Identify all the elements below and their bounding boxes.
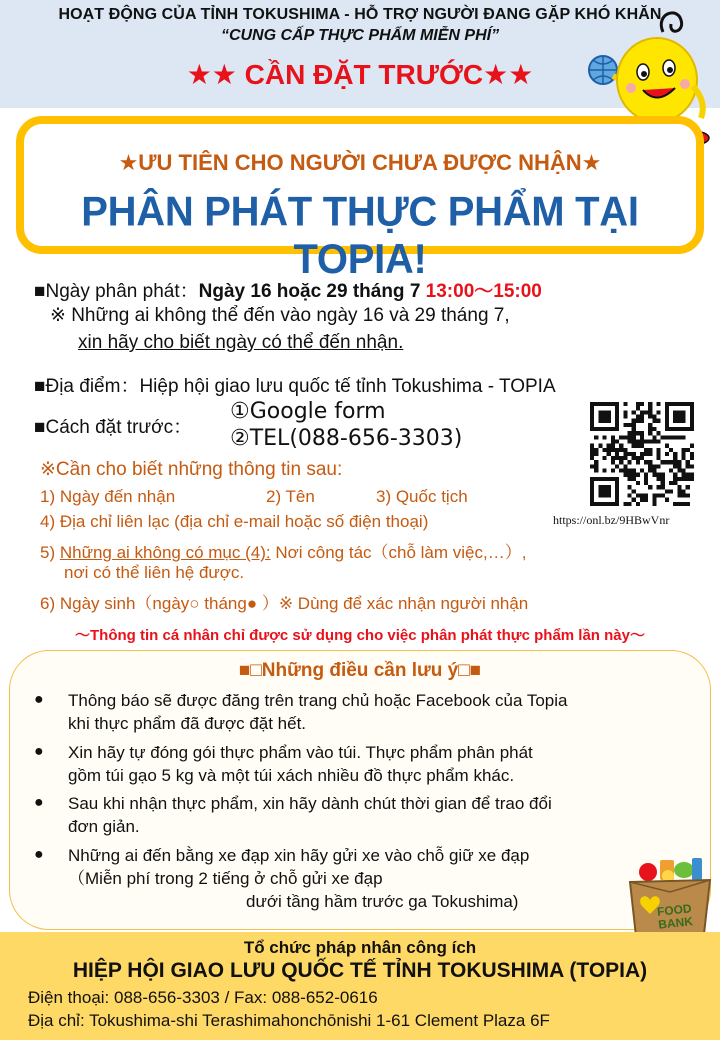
required-item-3: 3) Quốc tịch	[376, 487, 468, 506]
note-1-line-2: khi thực phẩm đã được đặt hết.	[68, 714, 307, 733]
required-item-1: 1) Ngày đến nhận	[40, 487, 176, 506]
note-item-1	[68, 689, 698, 735]
main-title: PHÂN PHÁT THỰC PHẨM TẠI TOPIA!	[81, 188, 639, 283]
required-info-heading: ※Cần cho biết những thông tin sau:	[40, 459, 343, 480]
header-line-2: “CUNG CẤP THỰC PHẨM MIỄN PHÍ”	[220, 27, 500, 44]
note-item-3	[68, 792, 698, 838]
required-item-5-line-2: nơi có thể liên hệ được.	[64, 563, 245, 582]
distribution-date	[34, 276, 542, 303]
required-item-2: 2) Tên	[266, 487, 315, 506]
organization-name: HIỆP HỘI GIAO LƯU QUỐC TẾ TỈNH TOKUSHIMA (TOPIA)	[72, 959, 648, 982]
reservation-required-banner: ★★ CẦN ĐẶT TRƯỚC★★	[186, 59, 534, 90]
contact-address: Địa chỉ: Tokushima-shi Terashimahonchōnishi 1-61 Clement Plaza 6F	[28, 1011, 550, 1030]
required-item-5-prefix: 5)	[40, 543, 60, 562]
location-value: Hiệp hội giao lưu quốc tế tỉnh Tokushima - TOPIA	[139, 376, 556, 397]
note-2-line-1: Xin hãy tự đóng gói thực phẩm vào túi. Thực phẩm phân phát	[68, 743, 533, 762]
date-note-2: xin hãy cho biết ngày có thể đến nhận.	[78, 332, 404, 353]
required-item-5-rest: Nơi công tác（chỗ làm việc,…）,	[270, 543, 527, 562]
notes-title: ■□Những điều cần lưu ý□■	[238, 660, 482, 681]
note-3-line-1: Sau khi nhận thực phẩm, xin hãy dành chút thời gian để trao đổi	[68, 794, 552, 813]
date-note-1: ※ Những ai không thể đến vào ngày 16 và 29 tháng 7,	[50, 305, 510, 326]
google-form-url[interactable]: https://onl.bz/9HBwVnr	[553, 513, 670, 527]
date-value: Ngày 16 hoặc 29 tháng 7	[198, 281, 421, 302]
note-item-2	[68, 741, 698, 787]
bullet-icon: ●	[34, 743, 44, 760]
note-item-4	[68, 844, 698, 913]
qr-code-icon[interactable]	[590, 402, 694, 506]
required-item-6: 6) Ngày sinh（ngày○ tháng● ）※ Dùng để xác nhận người nhận	[40, 594, 529, 613]
reservation-phone: ②TEL(088-656-3303)	[230, 426, 463, 451]
reservation-google-form: ①Google form	[230, 399, 386, 424]
reservation-label: ■Cách đặt trước：	[34, 417, 193, 438]
contact-phone: Điện thoại: 088-656-3303 / Fax: 088-652-0616	[28, 988, 378, 1007]
bullet-icon: ●	[34, 691, 44, 708]
note-4-line-2: （Miễn phí trong 2 tiếng ở chỗ gửi xe đạp	[68, 869, 383, 888]
note-4-line-3: dưới tầng hầm trước ga Tokushima)	[246, 892, 519, 911]
header-line-1: HOẠT ĐỘNG CỦA TỈNH TOKUSHIMA - HỖ TRỢ NGƯỜI ĐANG GẶP KHÓ KHĂN	[58, 6, 662, 23]
date-label: ■Ngày phân phát：	[34, 281, 199, 302]
bullet-icon: ●	[34, 846, 44, 863]
note-2-line-2: gồm túi gạo 5 kg và một túi xách nhiều đồ thực phẩm khác.	[68, 766, 515, 785]
note-1-line-1: Thông báo sẽ được đăng trên trang chủ hoặc Facebook của Topia	[68, 691, 568, 710]
required-item-4: 4) Địa chỉ liên lạc (địa chỉ e-mail hoặc số điện thoại)	[40, 512, 429, 531]
privacy-notice: ～Thông tin cá nhân chỉ được sử dụng cho việc phân phát thực phẩm lần này～	[75, 627, 645, 644]
required-item-5	[40, 538, 526, 563]
note-3-line-2: đơn giản.	[68, 817, 140, 836]
organization-type: Tổ chức pháp nhân công ích	[243, 938, 477, 957]
note-4-line-1: Những ai đến bằng xe đạp xin hãy gửi xe vào chỗ giữ xe đạp	[68, 846, 530, 865]
food-bank-logo-text: FOOD BANK	[656, 901, 694, 932]
required-item-5-underlined: Những ai không có mục (4):	[59, 543, 271, 562]
location	[34, 371, 556, 398]
location-label: ■Địa điểm：	[34, 376, 140, 397]
date-time: 13:00～15:00	[425, 281, 542, 302]
bullet-icon: ●	[34, 794, 44, 811]
priority-subtitle: ★ƯU TIÊN CHO NGƯỜI CHƯA ĐƯỢC NHẬN★	[118, 150, 602, 175]
